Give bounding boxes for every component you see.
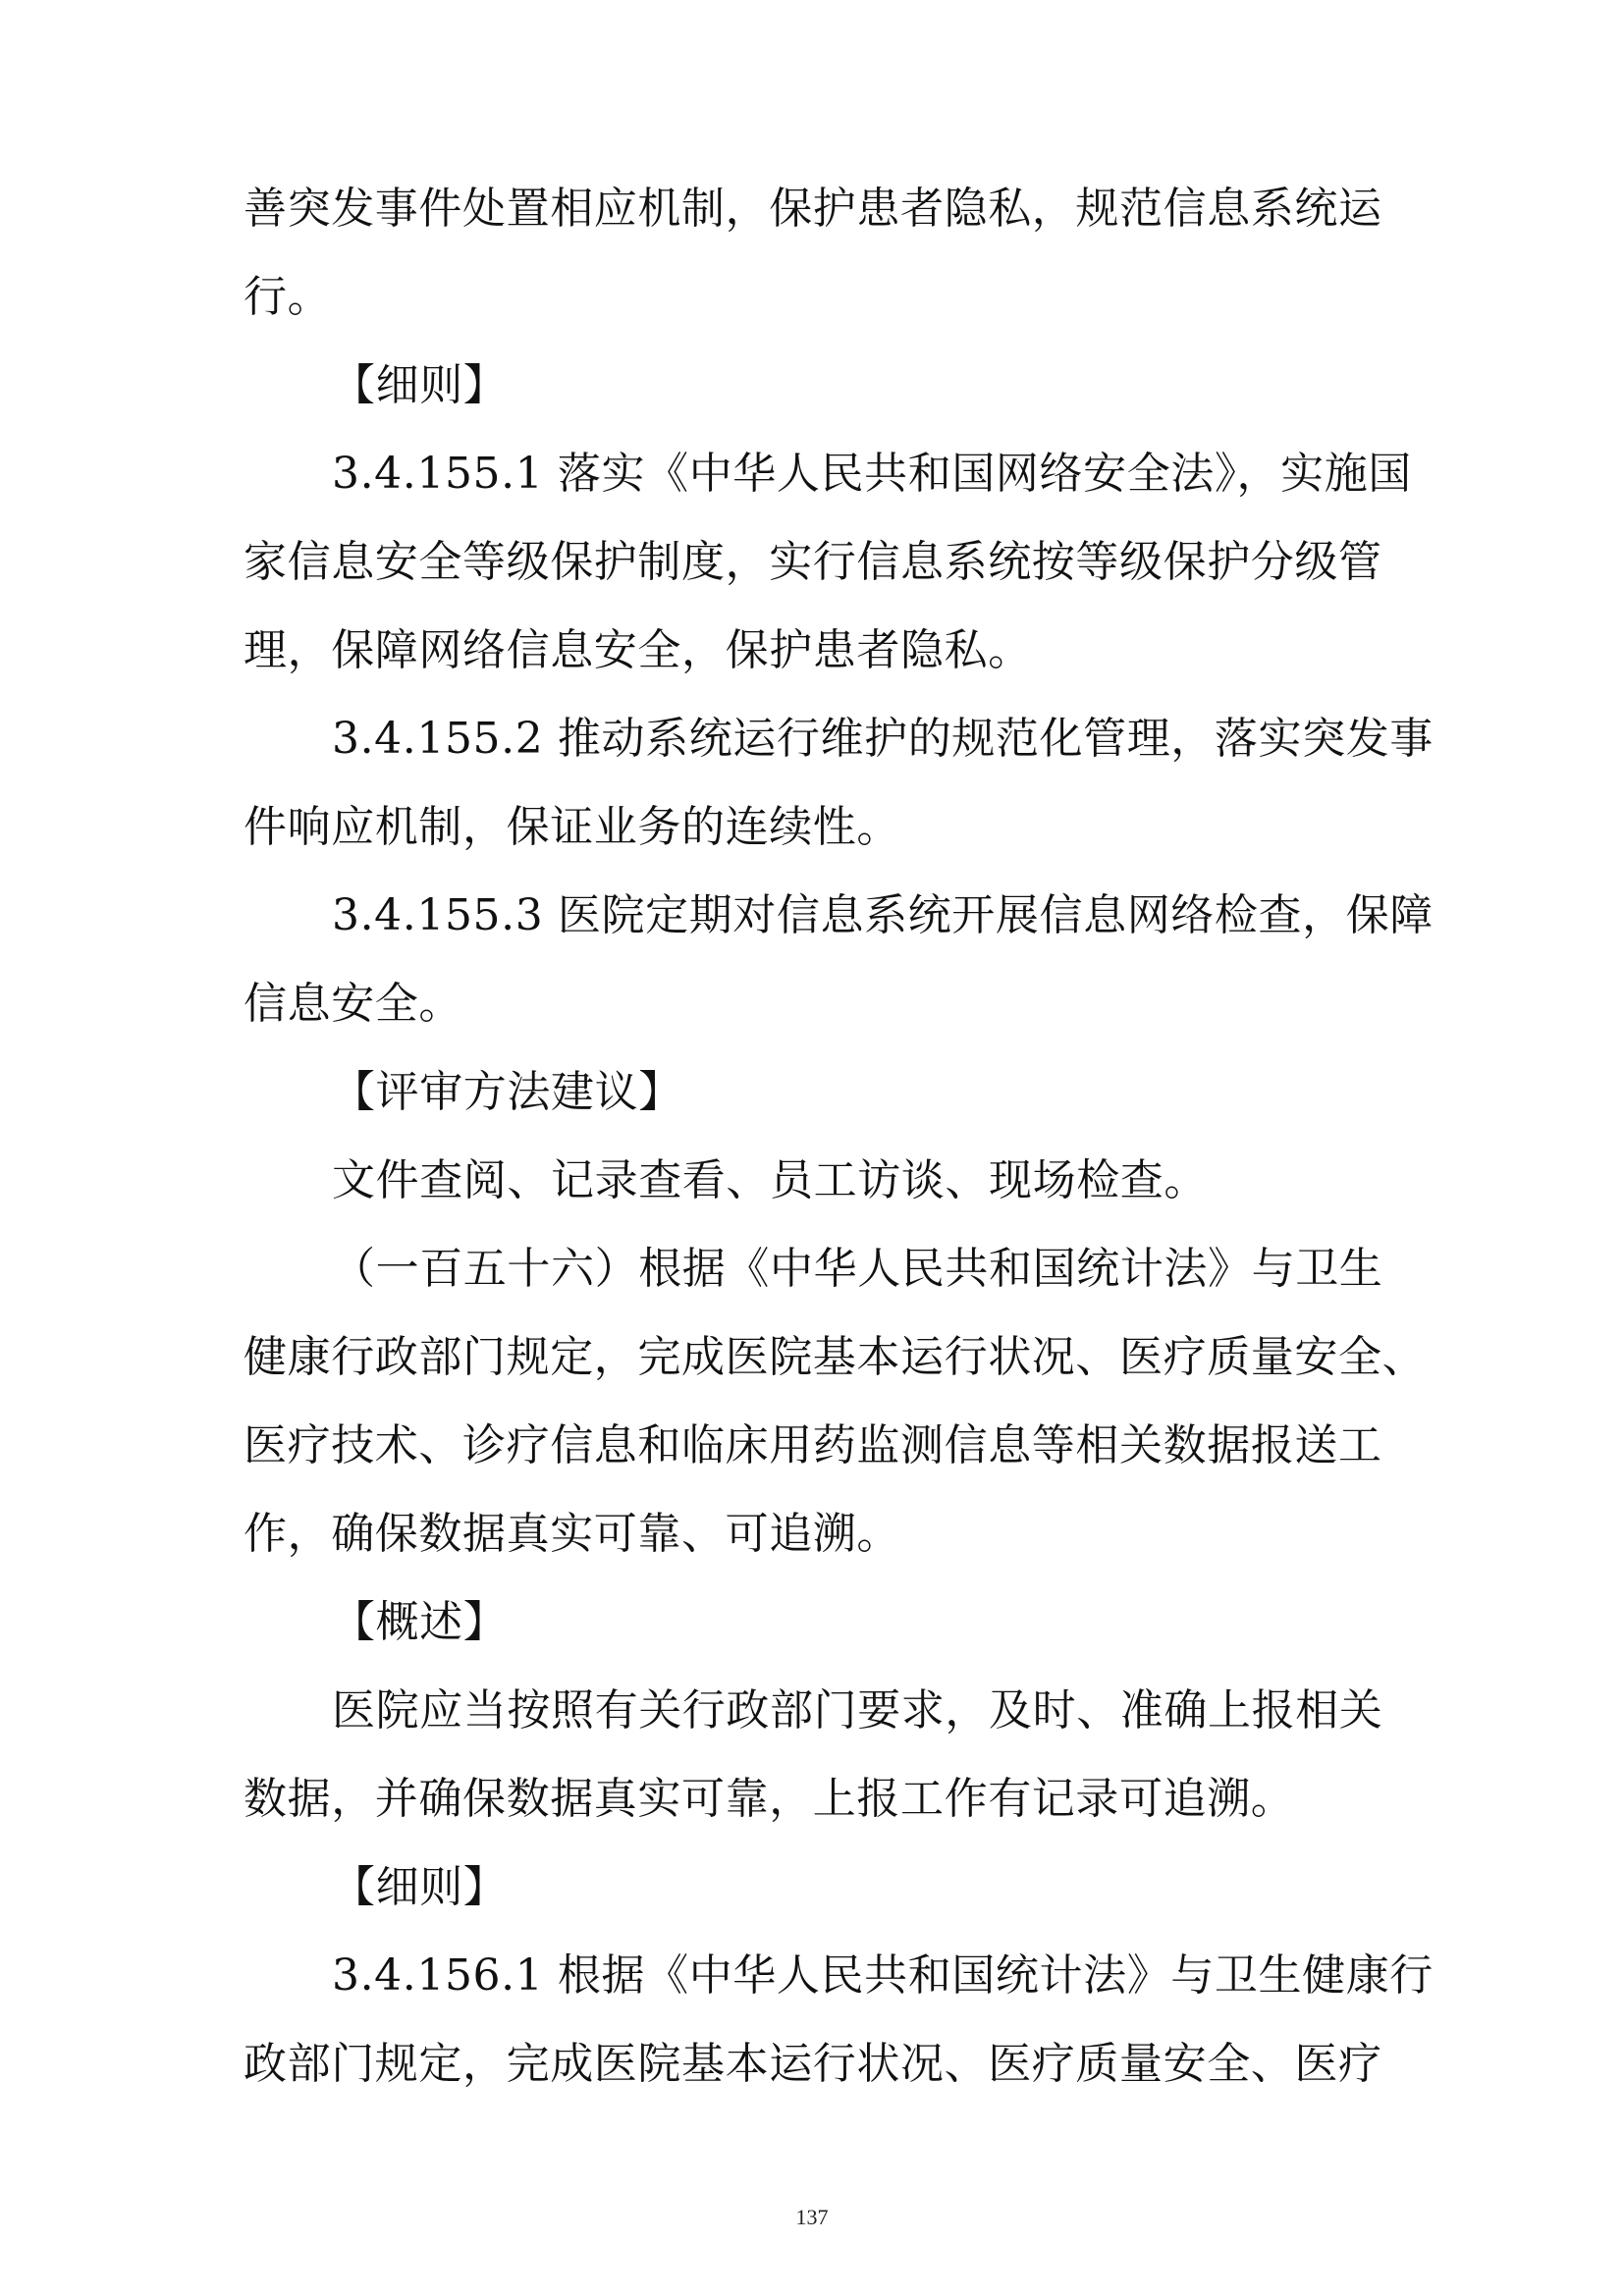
text-line: 政部门规定，完成医院基本运行状况、医疗质量安全、医疗 bbox=[244, 2039, 1382, 2089]
section-heading-review-method: 【评审方法建议】 bbox=[332, 1067, 682, 1117]
text-line: 3.4.155.2 推动系统运行维护的规范化管理，落实突发事 bbox=[332, 714, 1434, 764]
section-heading-details: 【细则】 bbox=[332, 360, 508, 410]
text-line: （一百五十六）根据《中华人民共和国统计法》与卫生 bbox=[332, 1244, 1383, 1294]
text-line: 数据，并确保数据真实可靠，上报工作有记录可追溯。 bbox=[244, 1774, 1295, 1824]
page-number: 137 bbox=[795, 2205, 829, 2229]
text-line: 3.4.155.3 医院定期对信息系统开展信息网络检查，保障 bbox=[332, 890, 1434, 940]
text-line: 家信息安全等级保护制度，实行信息系统按等级保护分级管 bbox=[244, 537, 1382, 587]
text-line: 作，确保数据真实可靠、可追溯。 bbox=[244, 1509, 900, 1559]
text-line: 3.4.155.1 落实《中华人民共和国网络安全法》，实施国 bbox=[332, 449, 1412, 499]
section-heading-overview: 【概述】 bbox=[332, 1597, 508, 1647]
text-line: 医疗技术、诊疗信息和临床用药监测信息等相关数据报送工 bbox=[244, 1420, 1382, 1470]
text-line: 件响应机制，保证业务的连续性。 bbox=[244, 802, 900, 852]
text-line: 文件查阅、记录查看、员工访谈、现场检查。 bbox=[332, 1155, 1208, 1205]
section-heading-details: 【细则】 bbox=[332, 1862, 508, 1912]
text-line: 健康行政部门规定，完成医院基本运行状况、医疗质量安全、 bbox=[244, 1332, 1427, 1382]
text-line: 行。 bbox=[244, 272, 332, 322]
text-line: 信息安全。 bbox=[244, 979, 462, 1029]
text-line: 医院应当按照有关行政部门要求，及时、准确上报相关 bbox=[332, 1685, 1383, 1735]
text-line: 善突发事件处置相应机制，保护患者隐私，规范信息系统运 bbox=[244, 184, 1382, 234]
text-line: 3.4.156.1 根据《中华人民共和国统计法》与卫生健康行 bbox=[332, 1950, 1434, 2001]
text-line: 理，保障网络信息安全，保护患者隐私。 bbox=[244, 625, 1032, 675]
